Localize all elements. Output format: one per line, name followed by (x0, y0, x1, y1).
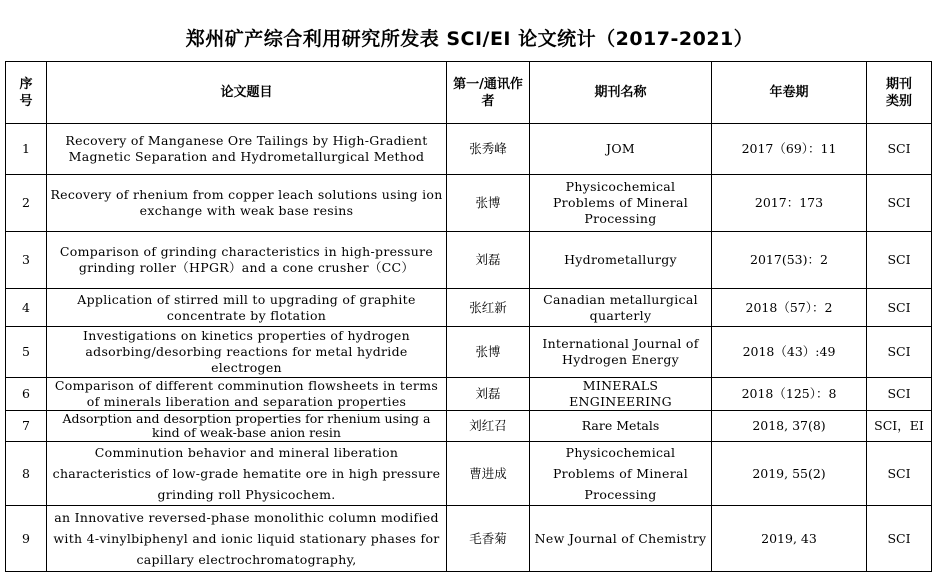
paper-title: Comparison of different comminution flowsheets in terms of minerals liberation and separation properties (47, 378, 447, 411)
journal-name: International Journal of Hydrogen Energy (530, 327, 712, 378)
year-volume: 2018（57）：2 (712, 289, 867, 327)
paper-title: Comminution behavior and mineral liberation characteristics of low-grade hematite ore in high pressure grinding roll Physicochem. (47, 442, 447, 506)
row-number: 9 (6, 506, 47, 572)
author-name: 张博 (447, 327, 530, 378)
table-row (6, 378, 932, 411)
paper-title: Adsorption and desorption properties for rhenium using a kind of weak-base anion resin (47, 411, 447, 442)
year-volume: 2017(53)：2 (712, 232, 867, 289)
header-author: 第一/通讯作者 (447, 62, 530, 124)
journal-category: SCI (867, 175, 932, 232)
journal-name: MINERALS ENGINEERING (530, 378, 712, 411)
row-number: 4 (6, 289, 47, 327)
table-row (6, 506, 932, 572)
journal-category: SCI (867, 327, 932, 378)
journal-category: SCI (867, 124, 932, 175)
table-row (6, 289, 932, 327)
paper-title: Application of stirred mill to upgrading of graphite concentrate by flotation (47, 289, 447, 327)
journal-category: SCI (867, 378, 932, 411)
row-number: 8 (6, 442, 47, 506)
journal-name: JOM (530, 124, 712, 175)
table-row (6, 175, 932, 232)
row-number: 3 (6, 232, 47, 289)
author-name: 张博 (447, 175, 530, 232)
table-row (6, 124, 932, 175)
paper-title: Recovery of Manganese Ore Tailings by High-Gradient Magnetic Separation and Hydrometallurgical Method (47, 124, 447, 175)
year-volume: 2019, 55(2) (712, 442, 867, 506)
journal-name: Canadian metallurgical quarterly (530, 289, 712, 327)
author-name: 刘磊 (447, 378, 530, 411)
row-number: 7 (6, 411, 47, 442)
journal-category: SCI (867, 506, 932, 572)
header-category: 期刊类别 (867, 62, 932, 124)
year-volume: 2017：173 (712, 175, 867, 232)
paper-title: an Innovative reversed-phase monolithic column modified with 4-vinylbiphenyl and ionic liquid stationary phases for capillary electrochromatography, (47, 506, 447, 572)
paper-title: Comparison of grinding characteristics in high-pressure grinding roller（HPGR）and a cone crusher（CC） (47, 232, 447, 289)
year-volume: 2017（69）：11 (712, 124, 867, 175)
table-row (6, 411, 932, 442)
paper-stats-table (5, 61, 932, 572)
table-row (6, 442, 932, 506)
row-number: 2 (6, 175, 47, 232)
author-name: 刘红召 (447, 411, 530, 442)
table-header-row (6, 62, 932, 124)
journal-category: SCI (867, 442, 932, 506)
journal-name: Hydrometallurgy (530, 232, 712, 289)
table-row (6, 327, 932, 378)
journal-category: SCI (867, 232, 932, 289)
year-volume: 2018（125）：8 (712, 378, 867, 411)
author-name: 张红新 (447, 289, 530, 327)
row-number: 5 (6, 327, 47, 378)
paper-title: Recovery of rhenium from copper leach solutions using ion exchange with weak base resins (47, 175, 447, 232)
author-name: 毛香菊 (447, 506, 530, 572)
journal-name: Rare Metals (530, 411, 712, 442)
row-number: 6 (6, 378, 47, 411)
paper-title: Investigations on kinetics properties of hydrogen adsorbing/desorbing reactions for metal hydride electrogen (47, 327, 447, 378)
year-volume: 2018（43）:49 (712, 327, 867, 378)
header-paper-title: 论文题目 (47, 62, 447, 124)
row-number: 1 (6, 124, 47, 175)
header-num: 序号 (6, 62, 47, 124)
table-row (6, 232, 932, 289)
journal-name: New Journal of Chemistry (530, 506, 712, 572)
year-volume: 2018, 37(8) (712, 411, 867, 442)
journal-category: SCI (867, 289, 932, 327)
author-name: 张秀峰 (447, 124, 530, 175)
header-journal: 期刊名称 (530, 62, 712, 124)
journal-category: SCI，EI (867, 411, 932, 442)
header-year-volume: 年卷期 (712, 62, 867, 124)
year-volume: 2019, 43 (712, 506, 867, 572)
journal-name: Physicochemical Problems of Mineral Processing (530, 442, 712, 506)
journal-name: Physicochemical Problems of Mineral Processing (530, 175, 712, 232)
author-name: 曹进成 (447, 442, 530, 506)
page-title: 郑州矿产综合利用研究所发表 SCI/EI 论文统计（2017-2021） (185, 28, 754, 50)
author-name: 刘磊 (447, 232, 530, 289)
